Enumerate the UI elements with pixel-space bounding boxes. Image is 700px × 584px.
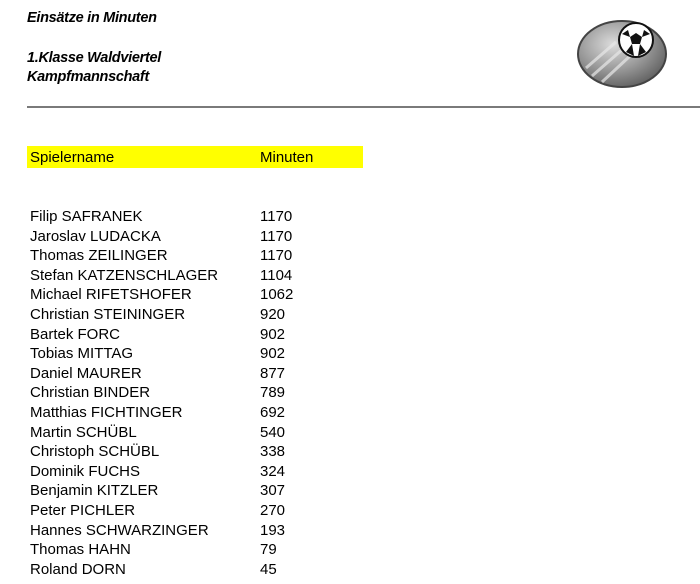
page-title: Einsätze in Minuten [27, 10, 157, 26]
player-minutes: 789 [260, 384, 286, 402]
player-name: Christoph SCHÜBL [30, 443, 160, 461]
player-name: Peter PICHLER [30, 501, 136, 519]
player-name: Bartek FORC [30, 325, 121, 343]
player-name: Christian BINDER [30, 384, 151, 402]
player-minutes: 338 [260, 443, 286, 461]
player-minutes: 79 [260, 541, 277, 559]
player-name: Christian STEININGER [30, 305, 186, 323]
league-name: 1.Klasse Waldviertel [27, 50, 161, 66]
player-name: Dominik FUCHS [30, 462, 141, 480]
player-minutes: 270 [260, 501, 286, 519]
table-header [27, 146, 363, 168]
player-minutes: 877 [260, 364, 286, 382]
player-minutes: 1170 [260, 227, 293, 245]
player-minutes: 902 [260, 325, 286, 343]
player-name: Thomas HAHN [30, 541, 131, 559]
player-minutes: 1104 [260, 266, 293, 284]
column-header-minutes: Minuten [260, 149, 314, 166]
player-minutes: 920 [260, 305, 286, 323]
player-name: Martin SCHÜBL [30, 423, 137, 441]
player-name: Benjamin KITZLER [30, 482, 159, 500]
player-minutes: 307 [260, 482, 286, 500]
player-name: Daniel MAURER [30, 364, 142, 382]
player-minutes: 45 [260, 560, 277, 578]
header-divider [27, 106, 700, 108]
player-minutes: 324 [260, 462, 286, 480]
player-minutes: 692 [260, 403, 286, 421]
player-minutes: 1170 [260, 247, 293, 265]
player-name: Filip SAFRANEK [30, 208, 143, 225]
column-header-player-name: Spielername [30, 149, 115, 166]
player-name: Hannes SCHWARZINGER [30, 521, 209, 539]
player-minutes: 902 [260, 345, 286, 363]
player-name: Jaroslav LUDACKA [30, 227, 161, 245]
player-minutes: 1170 [260, 208, 293, 225]
player-minutes: 540 [260, 423, 286, 441]
team-name: Kampfmannschaft [27, 69, 149, 85]
player-minutes: 1062 [260, 286, 294, 304]
player-name: Stefan KATZENSCHLAGER [30, 266, 219, 284]
player-name: Michael RIFETSHOFER [30, 286, 192, 304]
player-name: Tobias MITTAG [30, 345, 134, 363]
player-minutes: 193 [260, 521, 286, 539]
player-name: Thomas ZEILINGER [30, 247, 168, 265]
player-name: Matthias FICHTINGER [30, 403, 183, 421]
soccer-ball-icon [576, 12, 670, 90]
player-name: Roland DORN [30, 560, 126, 578]
